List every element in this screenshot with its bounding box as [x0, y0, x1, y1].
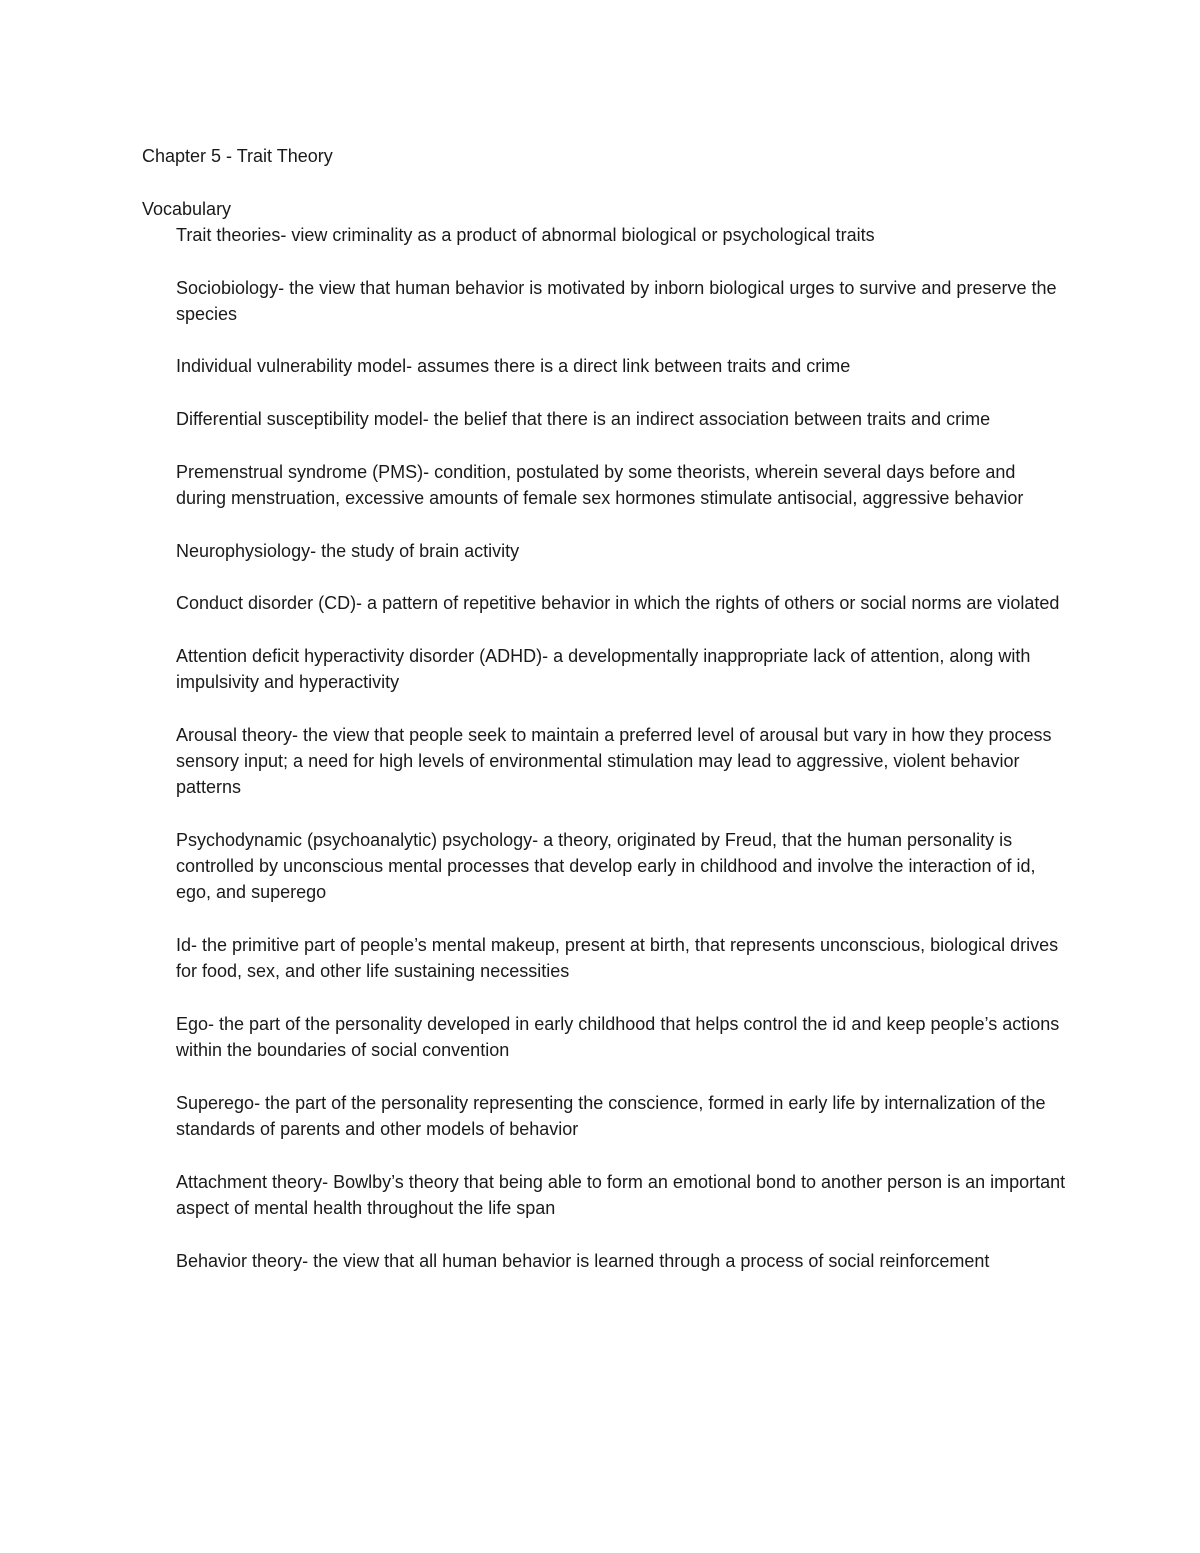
vocab-entry: Neurophysiology- the study of brain activity — [176, 540, 520, 561]
vocab-entry: Psychodynamic (psychoanalytic) psychology- a theory, originated by Freud, that the human personality is controlled by unconscious mental processes that develop early in childhood and involve the interaction of id, ego, and superego — [176, 829, 1036, 903]
vocab-entry: Premenstrual syndrome (PMS)- condition, postulated by some theorists, wherein several days before and during menstruation, excessive amounts of female sex hormones stimulate antisocial, aggressive behavior — [176, 461, 1024, 508]
vocab-entry: Trait theories- view criminality as a product of abnormal biological or psychological traits — [176, 225, 875, 245]
vocabulary-list — [176, 222, 1066, 1274]
vocab-entry: Behavior theory- the view that all human behavior is learned through a process of social reinforcement — [176, 1250, 990, 1271]
vocab-entry: Attention deficit hyperactivity disorder (ADHD)- a developmentally inappropriate lack of attention, along with impulsivity and hyperactivity — [176, 645, 1031, 693]
vocab-entry: Differential susceptibility model- the belief that there is an indirect association between traits and crime — [176, 409, 991, 430]
vocab-entry: Arousal theory- the view that people seek to maintain a preferred level of arousal but vary in how they process sensory input; a need for high levels of environmental stimulation may lead to aggressive, violent behavior patterns — [176, 724, 1052, 798]
vocab-entry: Id- the primitive part of people’s mental makeup, present at birth, that represents unconscious, biological drives for food, sex, and other life sustaining necessities — [176, 935, 1059, 982]
vocab-entry: Superego- the part of the personality representing the conscience, formed in early life by internalization of the standards of parents and other models of behavior — [176, 1092, 1046, 1140]
section-heading: Vocabulary — [142, 199, 232, 219]
vocab-entry: Attachment theory- Bowlby’s theory that being able to form an emotional bond to another person is an important aspect of mental health throughout the life span — [176, 1171, 1066, 1218]
vocab-entry: Individual vulnerability model- assumes there is a direct link between traits and crime — [176, 356, 851, 377]
vocab-entry: Conduct disorder (CD)- a pattern of repetitive behavior in which the rights of others or social norms are violated — [176, 593, 1060, 614]
vocab-entry: Sociobiology- the view that human behavior is motivated by inborn biological urges to survive and preserve the species — [176, 277, 1057, 324]
page-title: Chapter 5 - Trait Theory — [142, 146, 333, 166]
vocab-entry: Ego- the part of the personality developed in early childhood that helps control the id and keep people’s actions within the boundaries of social convention — [176, 1013, 1060, 1061]
